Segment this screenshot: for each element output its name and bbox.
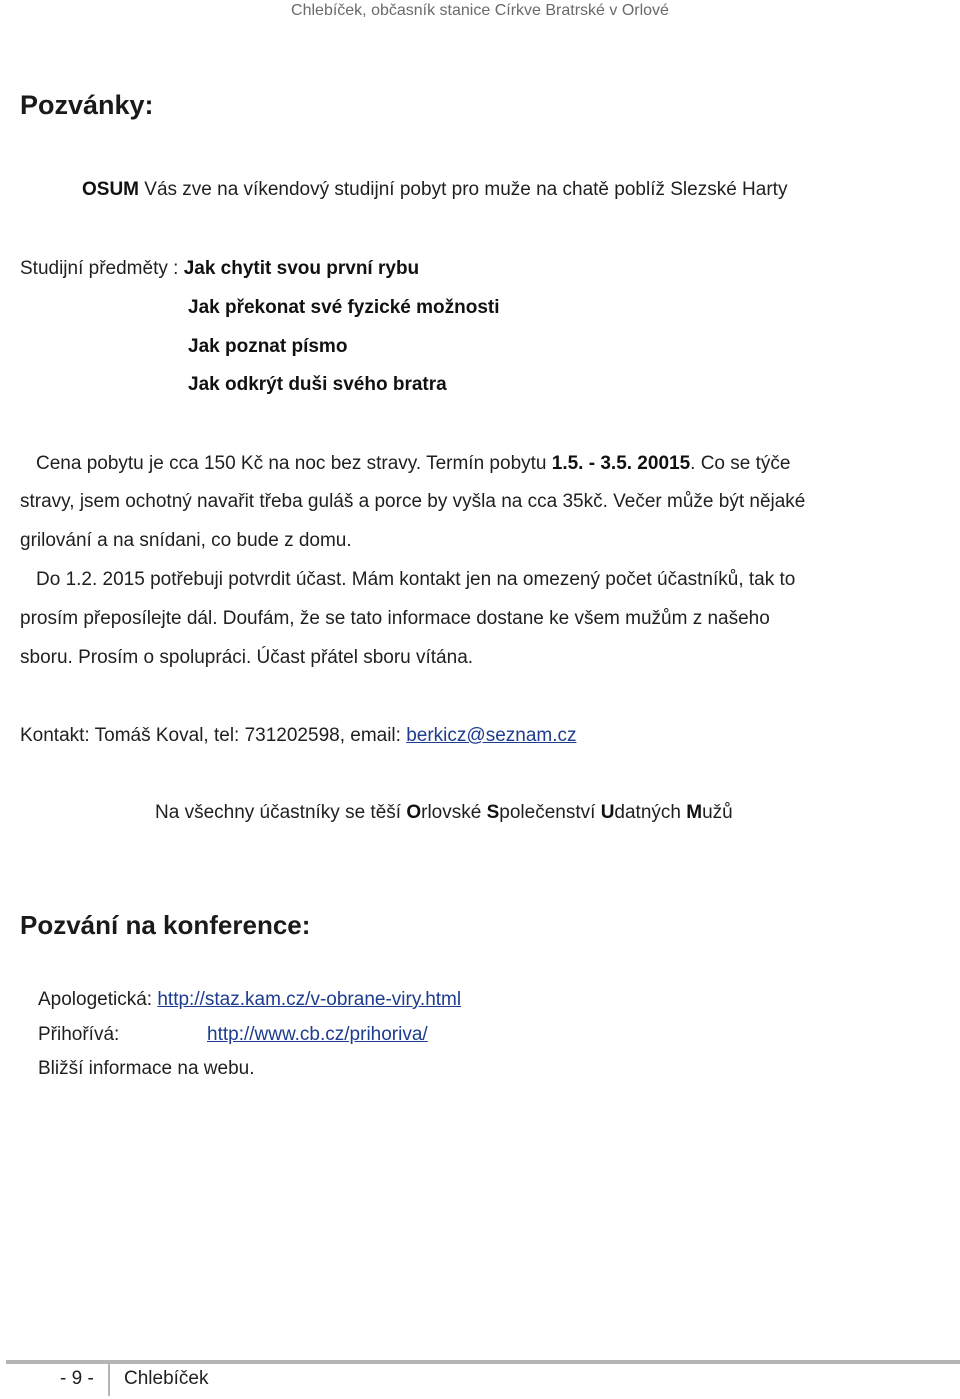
footer-rule [6,1360,960,1364]
cooperation-line: sboru. Prosím o spolupráci. Účast přátel sboru vítána. [20,647,474,668]
running-header: Chlebíček, občasník stanice Církve Bratrské v Orlové [291,2,669,19]
footer-divider [108,1364,110,1396]
acronym-letter: M [686,802,703,823]
subjects-label: Studijní předměty : [20,258,179,279]
apologetic-label: Apologetická: [38,989,153,1010]
confirm-line: Do 1.2. 2015 potřebuji potvrdit účast. Mám kontakt jen na omezený počet účastníků, tak to [36,569,796,590]
prihoriva-link[interactable]: http://www.cb.cz/prihoriva/ [207,1024,428,1045]
forward-line: prosím přeposílejte dál. Doufám, že se tato informace dostane ke všem mužům z našeho [20,608,770,629]
acronym-letter: U [600,802,615,823]
acronym-letter: O [406,802,422,823]
closing-text: užů [702,802,733,823]
contact-email-link[interactable]: berkicz@seznam.cz [406,725,577,746]
acronym-letter: S [486,802,500,823]
intro-text: Vás zve na víkendový studijní pobyt pro muže na chatě poblíž Slezské Harty [144,179,788,200]
closing-text: Na všechny účastníky se těší [155,802,407,823]
section-title-invitations: Pozvánky: [20,90,154,120]
subjects-line-1 [20,258,419,280]
footer-title: Chlebíček [124,1368,209,1389]
subject-item: Jak poznat písmo [188,336,348,357]
term-dates: 1.5. - 3.5. 20015 [551,453,691,474]
closing-line [155,802,733,824]
contact-text: Kontakt: Tomáš Koval, tel: 731202598, email: [20,725,401,746]
section-title-conferences: Pozvání na konference: [20,910,311,940]
intro-line [82,179,787,201]
prihoriva-label: Přihořívá: [38,1024,120,1045]
price-text: Cena pobytu je cca 150 Kč na noc bez stravy. Termín pobytu [36,453,547,474]
osum-org-name: OSUM [82,179,139,200]
closing-text: rlovské [421,802,487,823]
subject-item: Jak odkrýt duši svého bratra [188,374,447,395]
contact-line [20,725,577,747]
apologetic-line [38,989,461,1011]
subject-item: Jak chytit svou první rybu [183,258,420,279]
more-info-line: Bližší informace na webu. [38,1058,255,1079]
grill-line: grilování a na snídani, co bude z domu. [20,530,352,551]
food-line: stravy, jsem ochotný navařit třeba guláš a porce by vyšla na cca 35kč. Večer může být nějaké [20,491,806,512]
price-line [36,453,790,475]
closing-text: polečenství [499,802,601,823]
closing-text: datných [614,802,687,823]
page-number: - 9 - [60,1368,94,1389]
apologetic-link[interactable]: http://staz.kam.cz/v-obrane-viry.html [157,989,462,1010]
price-text-end: . Co se týče [690,453,791,474]
subject-item: Jak překonat své fyzické možnosti [188,297,500,318]
